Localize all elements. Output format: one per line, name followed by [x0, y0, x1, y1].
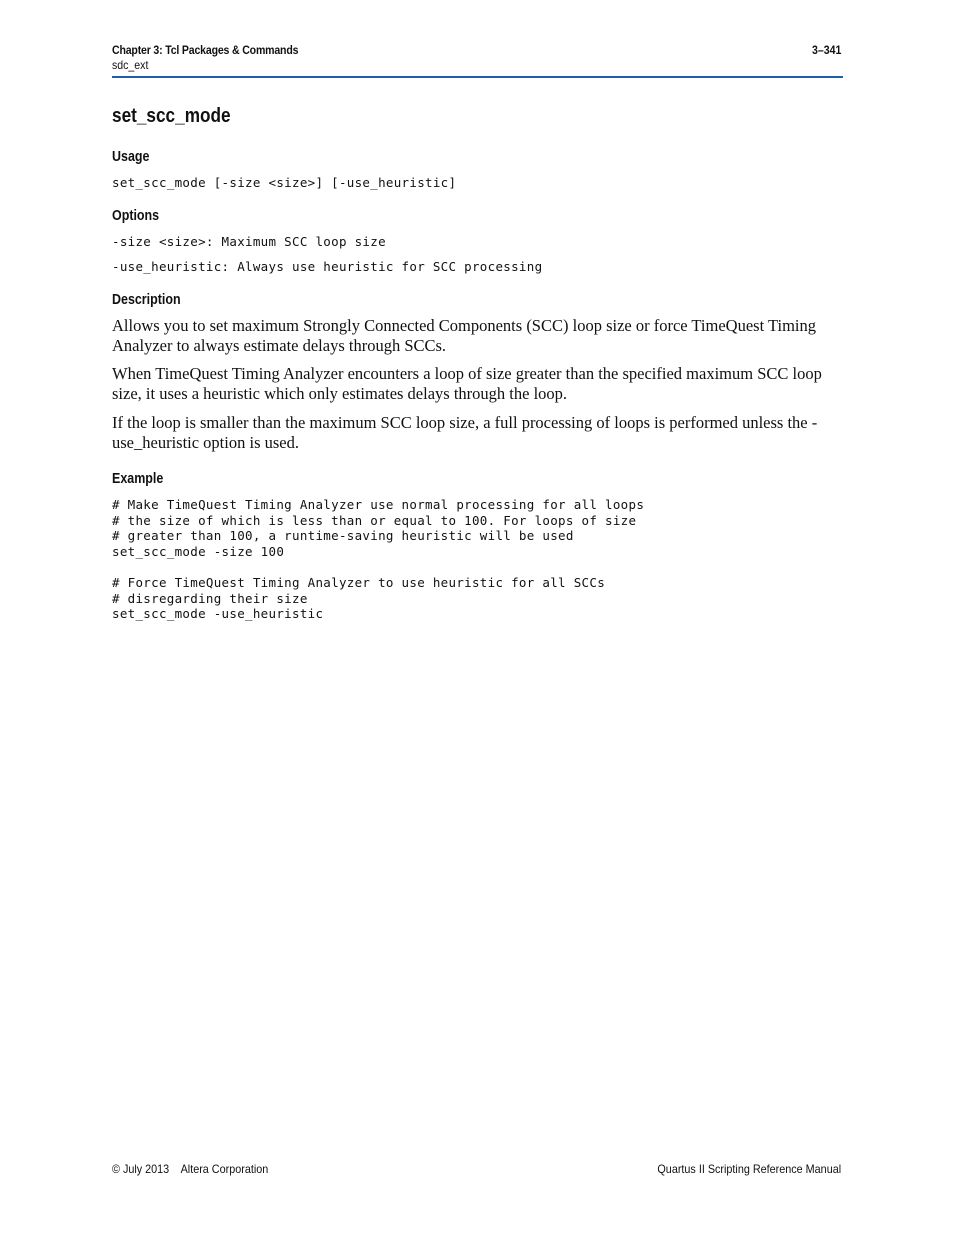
example-code-block: # Make TimeQuest Timing Analyzer use normal processing for all loops # the size of which is less than or equal to 100. For loops of size # greater than 100, a runtime-saving heuristic will be used set_scc_mode -size 100 # Force TimeQuest Timing Analyzer to use heuristic for all SCCs # disregarding their size set_scc_mode -use_heuristic: [112, 497, 645, 622]
footer-manual-title: Quartus II Scripting Reference Manual: [657, 1162, 841, 1176]
header-page-number: 3–341: [811, 43, 841, 57]
usage-syntax: set_scc_mode [-size <size>] [-use_heuristic]: [112, 175, 457, 190]
header-rule: [112, 76, 843, 78]
description-paragraph: When TimeQuest Timing Analyzer encounters a loop of size greater than the specified maximum SCC loop size, it uses a heuristic which only estimates delays through the loop.: [112, 364, 822, 403]
option-item: -use_heuristic: Always use heuristic for SCC processing: [112, 259, 543, 274]
option-item: -size <size>: Maximum SCC loop size: [112, 234, 386, 249]
description-paragraph: If the loop is smaller than the maximum SCC loop size, a full processing of loops is performed unless the -use_heuristic option is used.: [112, 413, 818, 452]
usage-heading: Usage: [112, 149, 150, 165]
description-paragraph: Allows you to set maximum Strongly Connected Components (SCC) loop size or force TimeQuest Timing Analyzer to always estimate delays through SCCs.: [112, 316, 816, 355]
description-heading: Description: [112, 292, 181, 308]
header-chapter: Chapter 3: Tcl Packages & Commands: [112, 43, 299, 57]
page-title: set_scc_mode: [112, 105, 231, 127]
options-heading: Options: [112, 208, 160, 224]
header-subsection: sdc_ext: [112, 58, 149, 72]
example-heading: Example: [112, 471, 164, 487]
footer-copyright: © July 2013 Altera Corporation: [112, 1162, 269, 1176]
